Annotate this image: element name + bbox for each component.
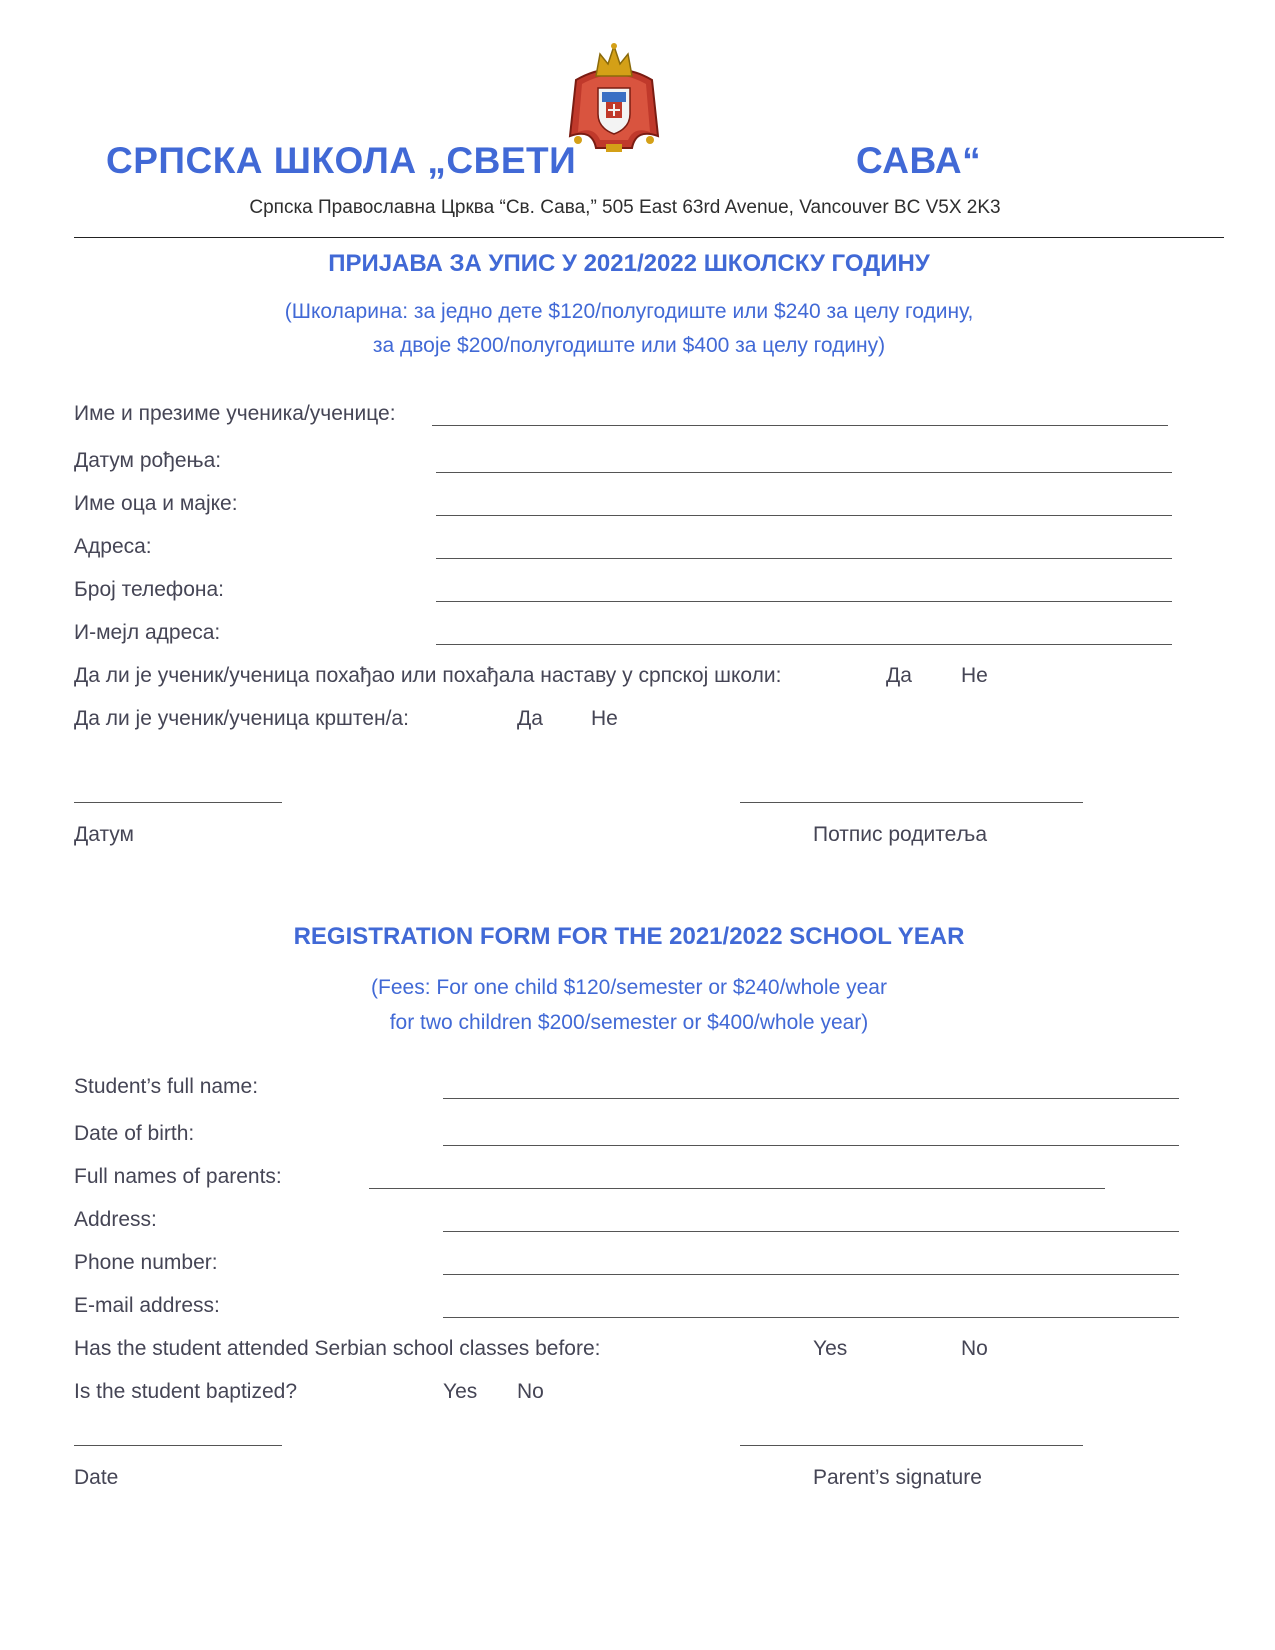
en-attended-question: Has the student attended Serbian school classes before: bbox=[74, 1337, 601, 1360]
crest-icon bbox=[566, 40, 662, 160]
sr-attended-no-option[interactable]: Не bbox=[961, 664, 988, 687]
en-student-name-field[interactable] bbox=[443, 1098, 1179, 1099]
en-signature-label: Parent’s signature bbox=[813, 1466, 982, 1489]
en-phone-field[interactable] bbox=[443, 1274, 1179, 1275]
en-label-email: E-mail address: bbox=[74, 1294, 220, 1317]
serbian-heading: ПРИЈАВА ЗА УПИС У 2021/2022 ШКОЛСКУ ГОДИНУ bbox=[328, 250, 930, 277]
sr-parents-field[interactable] bbox=[436, 515, 1172, 516]
en-email-field[interactable] bbox=[443, 1317, 1179, 1318]
sr-date-label: Датум bbox=[74, 823, 134, 846]
sr-signature-label: Потпис родитеља bbox=[813, 823, 988, 846]
sr-label-phone: Број телефона: bbox=[74, 578, 225, 601]
en-baptized-question: Is the student baptized? bbox=[74, 1380, 297, 1403]
church-address: Српска Православна Црква “Св. Сава,” 505 East 63rd Avenue, Vancouver BC V5X 2K3 bbox=[249, 197, 1001, 218]
sr-student-name-field[interactable] bbox=[432, 425, 1168, 426]
sr-label-birth-date: Датум рођења: bbox=[74, 449, 222, 472]
sr-phone-field[interactable] bbox=[436, 601, 1172, 602]
sr-baptized-yes-option[interactable]: Да bbox=[517, 707, 543, 730]
sr-email-field[interactable] bbox=[436, 644, 1172, 645]
sr-baptized-question: Да ли је ученик/ученица крштен/а: bbox=[74, 707, 409, 730]
en-address-field[interactable] bbox=[443, 1231, 1179, 1232]
en-label-address: Address: bbox=[74, 1208, 157, 1231]
en-signature-line[interactable] bbox=[740, 1445, 1083, 1446]
sr-date-line[interactable] bbox=[74, 802, 282, 803]
english-heading: REGISTRATION FORM FOR THE 2021/2022 SCHOOL YEAR bbox=[293, 923, 965, 950]
en-label-student-name: Student’s full name: bbox=[74, 1075, 259, 1098]
en-attended-yes-option[interactable]: Yes bbox=[813, 1337, 848, 1360]
en-label-phone: Phone number: bbox=[74, 1251, 218, 1274]
en-label-parents: Full names of parents: bbox=[74, 1165, 282, 1188]
school-title-left: СРПСКА ШКОЛА „СВЕТИ bbox=[106, 140, 577, 181]
sr-birth-date-field[interactable] bbox=[436, 472, 1172, 473]
sr-address-field[interactable] bbox=[436, 558, 1172, 559]
en-date-line[interactable] bbox=[74, 1445, 282, 1446]
en-baptized-no-option[interactable]: No bbox=[517, 1380, 544, 1403]
header-divider bbox=[74, 237, 1224, 238]
serbian-fees-line2: за двоје $200/полугодиште или $400 за целу годину) bbox=[372, 334, 886, 357]
en-baptized-yes-option[interactable]: Yes bbox=[443, 1380, 478, 1403]
en-birth-date-field[interactable] bbox=[443, 1145, 1179, 1146]
sr-signature-line[interactable] bbox=[740, 802, 1083, 803]
sr-label-address: Адреса: bbox=[74, 535, 152, 558]
en-date-label: Date bbox=[74, 1466, 119, 1489]
en-attended-no-option[interactable]: No bbox=[961, 1337, 988, 1360]
serbian-fees-line1: (Школарина: за једно дете $120/полугодиште или $240 за целу годину, bbox=[284, 300, 974, 323]
sr-label-student-name: Име и презиме ученика/ученице: bbox=[74, 402, 396, 425]
en-label-birth-date: Date of birth: bbox=[74, 1122, 195, 1145]
school-title-right: САВА“ bbox=[856, 140, 982, 181]
sr-label-parents: Име оца и мајке: bbox=[74, 492, 238, 515]
sr-baptized-no-option[interactable]: Не bbox=[591, 707, 618, 730]
sr-label-email: И-мејл адреса: bbox=[74, 621, 221, 644]
english-fees-line1: (Fees: For one child $120/semester or $240/whole year bbox=[371, 976, 887, 999]
english-fees-line2: for two children $200/semester or $400/whole year) bbox=[389, 1011, 869, 1034]
en-parents-field[interactable] bbox=[369, 1188, 1105, 1189]
sr-attended-yes-option[interactable]: Да bbox=[886, 664, 912, 687]
sr-attended-question: Да ли је ученик/ученица похађао или похађала наставу у српској школи: bbox=[74, 664, 782, 687]
